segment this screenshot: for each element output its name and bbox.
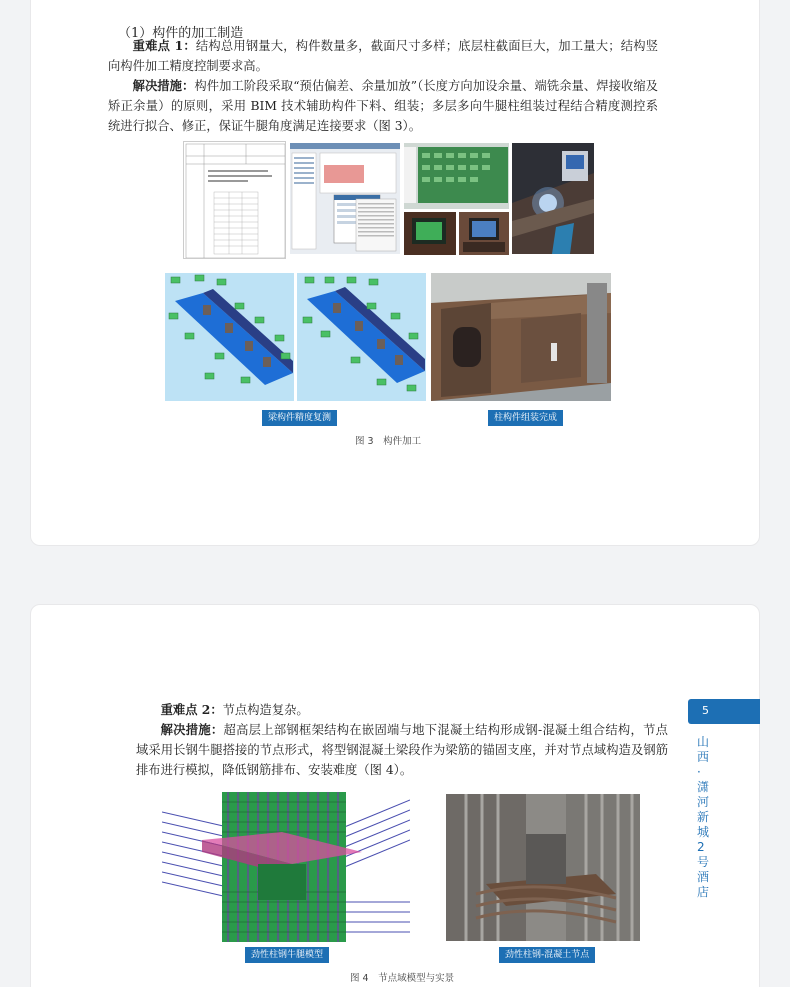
vertical-project-title: 山西·潇河新城2号酒店 [697, 735, 710, 899]
steel-concrete-joint-photo [446, 794, 640, 941]
beam-precision-model-1 [165, 273, 294, 401]
solution-1-label: 解决措施： [132, 78, 195, 93]
solution-2-label: 解决措施： [160, 722, 224, 737]
beam-precision-tag: 梁构件精度复测 [262, 410, 337, 426]
difficulty-2-text: 节点构造复杂。 [222, 703, 309, 717]
solution-2-paragraph [136, 720, 668, 780]
control-panel-photo-2 [459, 212, 509, 255]
page-number-tab: 5 [688, 699, 760, 724]
solution-2-text: 超高层上部钢框架结构在嵌固端与地下混凝土结构形成钢-混凝土组合结构，节点域采用长钢牛腿搭接的节点形式，将型钢混凝土梁段作为梁筋的锚固支座，并对节点域构造及钢筋排布进行模拟，降低钢筋排布、安装难度（图 4）。 [136, 723, 668, 777]
solution-1-text: 构件加工阶段采取“预估偏差、余量加放”（长度方向加设余量、端铣余量、焊接收缩及矫正余量）的原则，采用 BIM 技术辅助构件下料、组装；多层多向牛腿柱组装过程结合精度测控系统进行拟合、修正，保证牛腿角度满足连接要求（图 3）。 [108, 79, 658, 133]
welding-workshop-photo [512, 143, 594, 254]
column-assembly-tag: 柱构件组装完成 [488, 410, 563, 426]
processing-document-image [183, 141, 286, 259]
corbel-model-tag: 劲性柱钢牛腿模型 [245, 947, 329, 963]
difficulty-2-paragraph [136, 700, 668, 720]
joint-photo-tag: 劲性柱钢-混凝土节点 [499, 947, 595, 963]
beam-precision-model-2 [297, 273, 426, 401]
difficulty-1-paragraph [108, 36, 658, 76]
control-panel-photo-1 [404, 212, 456, 255]
difficulty-1-label: 重难点 1： [132, 38, 196, 53]
section-title: （1）构件的加工制造 [118, 26, 244, 41]
difficulty-1-text: 结构总用钢量大，构件数量多，截面尺寸多样；底层柱截面巨大，加工量大；结构竖向构件加工精度控制要求高。 [108, 39, 658, 73]
column-corbel-model [162, 792, 410, 942]
difficulty-2-label: 重难点 2： [160, 702, 223, 717]
cnc-screen-photo [404, 143, 509, 209]
figure-3-caption: 图 3 构件加工 [355, 436, 422, 447]
bim-software-screenshot [290, 143, 400, 254]
figure-4-caption: 图 4 节点域模型与实景 [350, 973, 455, 984]
column-assembly-photo [431, 273, 611, 401]
solution-1-paragraph [108, 76, 658, 136]
